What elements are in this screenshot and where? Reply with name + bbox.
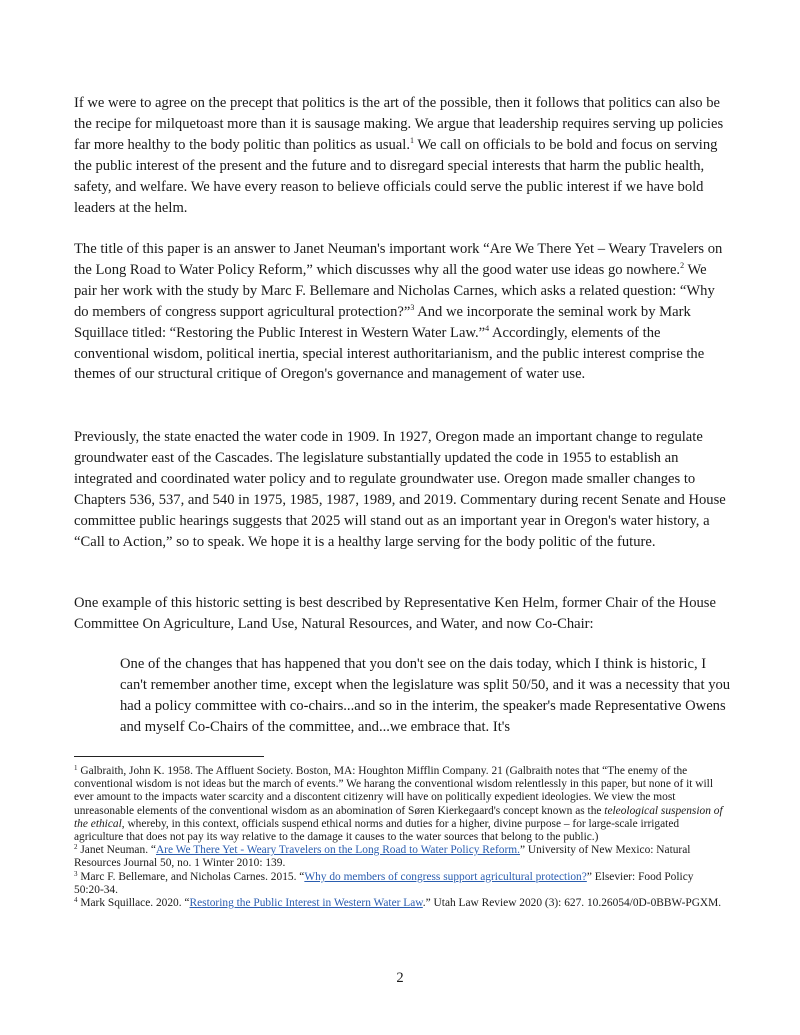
footnote-1-text-b: , whereby, in this context, officials suspend ethical norms and duties for a higher, divine purpose – for large-scale irrigated agriculture that does not pay its way relative to the damage it causes to the water sources that belong to the public.) xyxy=(74,817,680,844)
footnotes xyxy=(74,765,726,910)
paragraph-2-text-b: We pair her work with the study by Marc F. Bellemare and Nicholas Carnes, which asks a related question: “Why do members of congress support agricultural protection?” xyxy=(74,261,715,320)
footnote-4-text-b: .” Utah Law Review 2020 (3): 627. 10.26054/0D-0BBW-PGXM. xyxy=(422,897,722,910)
paragraph-1-text-b: We call on officials to be bold and focus on serving the public interest of the present and the future and to disregard special interests that harm the public health, safety, and welfare. We have every reason to believe officials could serve the public interest if we have bold leaders at the helm. xyxy=(74,136,718,216)
footnote-2 xyxy=(74,844,726,870)
footnote-3-text-a: Marc F. Bellemare, and Nicholas Carnes. 2015. “ xyxy=(77,870,305,883)
footnote-3 xyxy=(74,871,726,897)
page-number: 2 xyxy=(396,970,404,986)
footnote-1-number: 1 xyxy=(74,764,78,772)
paragraph-3: Previously, the state enacted the water code in 1909. In 1927, Oregon made an important change to regulate groundwater east of the Cascades. The legislature substantially updated the code in 1955 to establish an integrated and coordinated water policy and to regulate groundwater use. Oregon made smaller changes to Chapters 536, 537, and 540 in 1975, 1985, 1987, 1989, and 2019. Commentary during recent Senate and House committee public hearings suggests that 2025 will stand out as an important year in Oregon's water history, a “Call to Action,” so to speak. We hope it is a healthy large serving for the body politic of the future. xyxy=(74,429,726,550)
footnote-ref-3[interactable]: 3 xyxy=(410,302,415,312)
footnote-ref-2[interactable]: 2 xyxy=(680,260,685,270)
paragraph-2-text-c: And we incorporate the seminal work by Mark Squillace titled: “Restoring the Public Interest in Western Water Law.” xyxy=(74,303,691,341)
footnote-1 xyxy=(74,765,726,844)
footnote-3-number: 3 xyxy=(74,869,78,878)
footnote-ref-4[interactable]: 4 xyxy=(485,323,490,333)
block-quote: One of the changes that has happened that you don't see on the dais today, which I think is historic, I can't remember another time, except when the legislature was split 50/50, and it was a necessity that you had a policy committee with co-chairs...and so in the interim, the speaker's made Representative Owens and myself Co-Chairs of the committee, and...we embrace that. It's xyxy=(120,656,731,735)
footnote-ref-1[interactable]: 1 xyxy=(409,135,414,145)
paragraph-2-text-d: Accordingly, elements of the conventional wisdom, political inertia, special interest authoritarianism, and the public interest comprise the themes of our structural critique of Oregon's governance and management of water use. xyxy=(74,324,705,383)
footnote-2-number: 2 xyxy=(74,843,78,852)
footnote-separator xyxy=(74,756,264,757)
footnote-4 xyxy=(74,897,726,910)
paragraph-4: One example of this historic setting is best described by Representative Ken Helm, former Chair of the House Committee On Agriculture, Land Use, Natural Resources, and Water, and now Co-Chair: xyxy=(74,595,716,632)
footnote-4-text-a: Mark Squillace. 2020. “ xyxy=(77,897,190,910)
footnote-3-text-b: ” Elsevier: Food Policy 50:20-34. xyxy=(74,870,694,896)
paragraph-1 xyxy=(74,93,726,218)
footnote-3-link[interactable]: Why do members of congress support agricultural protection? xyxy=(304,870,587,883)
paragraph-2 xyxy=(74,239,726,385)
paragraph-1-text-a: If we were to agree on the precept that politics is the art of the possible, then it follows that politics can also be the recipe for milquetoast more than it is sausage making. We argue that leadership requires serving up policies far more healthy to the body politic than politics as usual. xyxy=(74,95,724,153)
paragraph-2-text-a: The title of this paper is an answer to Janet Neuman's important work “Are We There Yet – Weary Travelers on the Long Road to Water Policy Reform,” which discusses why all the good water use ideas go nowhere. xyxy=(74,241,723,278)
footnote-4-link[interactable]: Restoring the Public Interest in Western Water Law xyxy=(189,897,423,910)
footnote-1-italic: teleological suspension of the ethical xyxy=(74,804,723,830)
footnote-2-text-a: Janet Neuman. “ xyxy=(77,844,156,857)
footnote-2-text-b: ” University of New Mexico: Natural Resources Journal 50, no. 1 Winter 2010: 139. xyxy=(74,844,691,870)
footnote-4-number: 4 xyxy=(74,896,78,905)
footnote-2-link[interactable]: Are We There Yet - Weary Travelers on the Long Road to Water Policy Reform. xyxy=(155,844,520,857)
footnote-1-text-a: Galbraith, John K. 1958. The Affluent Society. Boston, MA: Houghton Mifflin Company. 21 (Galbraith notes that “The enemy of the conventional wisdom is not ideas but the march of events.” We harang the conventional wisdom relentlessly in this paper, but none of it will ever amount to the impacts water scarcity and a discontent citizenry will have on politically expedient ideologies. We view the most unreasonable elements of the conventional wisdom as an abomination of Søren Kierkegaard's concept known as the xyxy=(74,765,713,817)
